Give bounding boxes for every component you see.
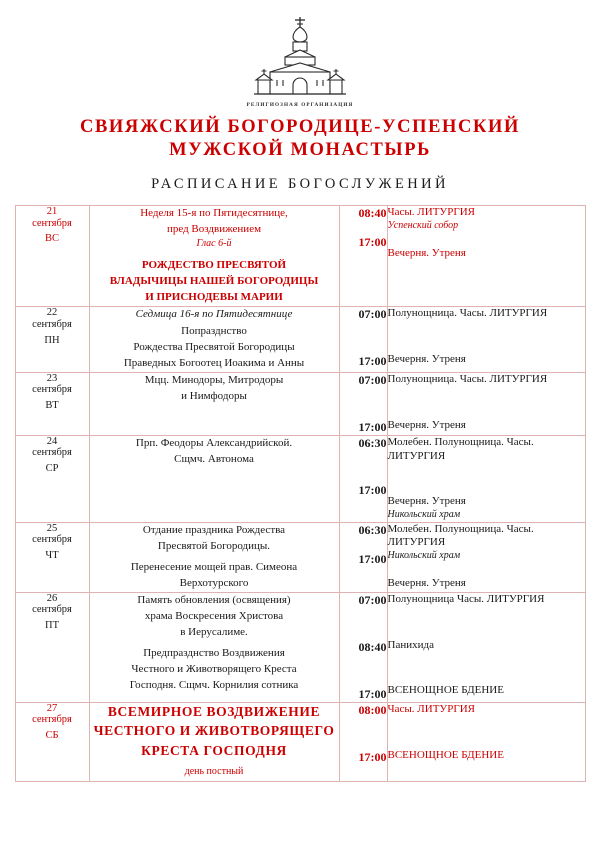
row-date-day: 25 <box>46 522 58 534</box>
description-line: Верхотурского <box>179 576 249 589</box>
description-line: Честного и Животворящего Креста <box>131 663 297 676</box>
row-date <box>15 702 89 781</box>
row-times <box>339 592 387 702</box>
description-line: храма Воскресения Христова <box>144 609 284 622</box>
service-name: ВСЕНОЩНОЕ БДЕНИЕ <box>387 684 504 697</box>
service-name: Полунощница. Часы. ЛИТУРГИЯ <box>387 307 548 320</box>
service-name: Часы. ЛИТУРГИЯ <box>387 702 475 715</box>
row-services <box>387 592 585 702</box>
row-services <box>387 372 585 435</box>
spacer <box>388 233 585 247</box>
row-description <box>89 702 339 781</box>
row-times <box>339 435 387 522</box>
row-date-day: 24 <box>46 435 58 447</box>
service-name: Часы. ЛИТУРГИЯ <box>387 206 475 219</box>
spacer <box>388 717 585 749</box>
service-time: 08:00 <box>358 702 387 717</box>
spacer <box>340 388 387 420</box>
row-times <box>339 206 387 307</box>
row-date-month: сентября <box>32 714 72 726</box>
row-date-dow: ПТ <box>45 619 59 631</box>
row-date <box>15 522 89 592</box>
description-line: Праведных Богоотец Иоакима и Анны <box>123 356 305 369</box>
table-row <box>15 372 585 435</box>
service-time: 06:30 <box>358 435 387 450</box>
spacer <box>340 451 387 483</box>
service-time: 17:00 <box>358 419 387 434</box>
description-line: Неделя 15-я по Пятидесятнице, <box>140 207 288 220</box>
service-name: Вечерня. Утреня <box>387 576 466 589</box>
row-date-dow: СР <box>45 462 59 474</box>
row-description <box>89 592 339 702</box>
service-time: 07:00 <box>358 592 387 607</box>
page-title-line-1: СВИЯЖСКИЙ БОГОРОДИЦЕ-УСПЕНСКИЙ <box>80 117 520 137</box>
row-services <box>387 435 585 522</box>
row-date-day: 27 <box>46 702 58 714</box>
spacer <box>388 387 585 419</box>
table-row <box>15 592 585 702</box>
service-time: 17:00 <box>358 235 387 250</box>
row-date-dow: СБ <box>45 729 59 741</box>
row-description <box>89 522 339 592</box>
description-line: И ПРИСНОДЕВЫ МАРИИ <box>145 291 283 304</box>
row-date-day: 23 <box>46 372 58 384</box>
spacer <box>388 321 585 353</box>
spacer <box>388 463 585 495</box>
row-date-dow: ВТ <box>45 399 59 411</box>
description-line: Мцц. Минодоры, Митродоры <box>144 373 284 386</box>
row-date-month: сентября <box>32 534 72 546</box>
row-description <box>89 307 339 372</box>
description-line: Глас 6-й <box>196 238 232 250</box>
table-row <box>15 206 585 307</box>
service-time: 07:00 <box>358 307 387 322</box>
row-date-day: 22 <box>46 307 58 319</box>
spacer <box>340 608 387 640</box>
description-line: Попразднство <box>181 324 247 337</box>
row-times <box>339 307 387 372</box>
spacer <box>340 221 387 235</box>
row-times <box>339 522 387 592</box>
row-date <box>15 206 89 307</box>
table-row <box>15 435 585 522</box>
description-line: Перенесение мощей прав. Симеона <box>130 560 298 573</box>
service-location: Никольский храм <box>387 509 461 520</box>
description-line: ЧЕСТНОГО И ЖИВОТВОРЯЩЕГО <box>93 723 335 739</box>
service-time: 17:00 <box>358 749 387 764</box>
monastery-logo <box>0 0 600 108</box>
row-date-day: 21 <box>46 206 58 218</box>
service-name: Полунощница. Часы. ЛИТУРГИЯ <box>387 372 548 385</box>
row-date-day: 26 <box>46 592 58 604</box>
description-line: Отдание праздника Рождества <box>142 523 286 536</box>
church-icon <box>244 14 356 100</box>
service-name: Полунощница Часы. ЛИТУРГИЯ <box>387 592 545 605</box>
row-date-month: сентября <box>32 217 72 229</box>
service-name: Панихида <box>387 638 434 651</box>
service-time: 06:30 <box>358 522 387 537</box>
page-title-line-2: МУЖСКОЙ МОНАСТЫРЬ <box>169 140 431 161</box>
description-line: ВСЕМИРНОЕ ВОЗДВИЖЕНИЕ <box>107 703 321 719</box>
service-time: 17:00 <box>358 482 387 497</box>
service-name: ВСЕНОЩНОЕ БДЕНИЕ <box>387 748 504 761</box>
row-date-dow: ЧТ <box>45 549 59 561</box>
row-description <box>89 435 339 522</box>
description-line: в Иерусалиме. <box>180 625 248 638</box>
service-time: 17:00 <box>358 686 387 701</box>
row-description <box>89 206 339 307</box>
description-line: Пресвятой Богородицы. <box>157 539 271 552</box>
table-row <box>15 307 585 372</box>
spacer <box>388 607 585 639</box>
row-services <box>387 206 585 307</box>
page-subtitle: РАСПИСАНИЕ БОГОСЛУЖЕНИЙ <box>151 176 449 193</box>
service-name: Вечерня. Утреня <box>387 418 466 431</box>
description-line: день постный <box>184 766 244 778</box>
description-line: Прп. Феодоры Александрийской. <box>135 436 293 449</box>
row-date-month: сентября <box>32 384 72 396</box>
row-times <box>339 372 387 435</box>
description-line: и Нимфодоры <box>181 389 247 402</box>
service-name: Молебен. Полунощница. Часы. ЛИТУРГИЯ <box>387 522 534 549</box>
service-name: Вечерня. Утреня <box>387 246 466 259</box>
service-time: 08:40 <box>358 206 387 221</box>
service-name: Молебен. Полунощница. Часы. ЛИТУРГИЯ <box>387 435 534 462</box>
service-time: 17:00 <box>358 551 387 566</box>
row-date-dow: ПН <box>44 334 60 346</box>
table-row <box>15 522 585 592</box>
service-location: Никольский храм <box>387 550 461 561</box>
spacer <box>340 322 387 354</box>
service-time: 08:40 <box>358 639 387 654</box>
logo-caption: РЕЛИГИОЗНАЯ ОРГАНИЗАЦИЯ <box>246 102 354 108</box>
row-date <box>15 372 89 435</box>
description-line: Господня. Сщмч. Корнилия сотника <box>129 679 299 692</box>
description-line: ВЛАДЫЧИЦЫ НАШЕЙ БОГОРОДИЦЫ <box>109 275 319 288</box>
schedule-table <box>15 205 586 782</box>
description-line: КРЕСТА ГОСПОДНЯ <box>141 742 287 758</box>
row-services <box>387 522 585 592</box>
description-line: Рождества Пресвятой Богородицы <box>133 340 295 353</box>
service-location: Успенский собор <box>387 220 459 231</box>
spacer <box>388 563 585 577</box>
row-date <box>15 307 89 372</box>
row-date <box>15 435 89 522</box>
row-description <box>89 372 339 435</box>
spacer <box>340 538 387 552</box>
description-line: РОЖДЕСТВО ПРЕСВЯТОЙ <box>141 259 287 272</box>
description-line: Сщмч. Автонома <box>174 452 254 465</box>
table-row <box>15 702 585 781</box>
row-date-month: сентября <box>32 447 72 459</box>
service-name: Вечерня. Утреня <box>387 353 466 366</box>
description-line: Память обновления (освящения) <box>137 593 291 606</box>
row-date <box>15 592 89 702</box>
row-services <box>387 702 585 781</box>
service-time: 17:00 <box>358 354 387 369</box>
row-times <box>339 702 387 781</box>
row-services <box>387 307 585 372</box>
description-line: Седмица 16-я по Пятидесятнице <box>135 308 293 321</box>
row-date-month: сентября <box>32 318 72 330</box>
service-name: Вечерня. Утреня <box>387 495 466 508</box>
row-date-month: сентября <box>32 604 72 616</box>
description-line: Предпразднство Воздвижения <box>143 647 285 660</box>
spacer <box>340 718 387 750</box>
service-time: 07:00 <box>358 372 387 387</box>
description-line: пред Воздвижением <box>166 223 262 236</box>
spacer <box>388 652 585 684</box>
spacer <box>340 655 387 687</box>
row-date-dow: ВС <box>44 233 59 245</box>
page-title <box>0 116 600 162</box>
